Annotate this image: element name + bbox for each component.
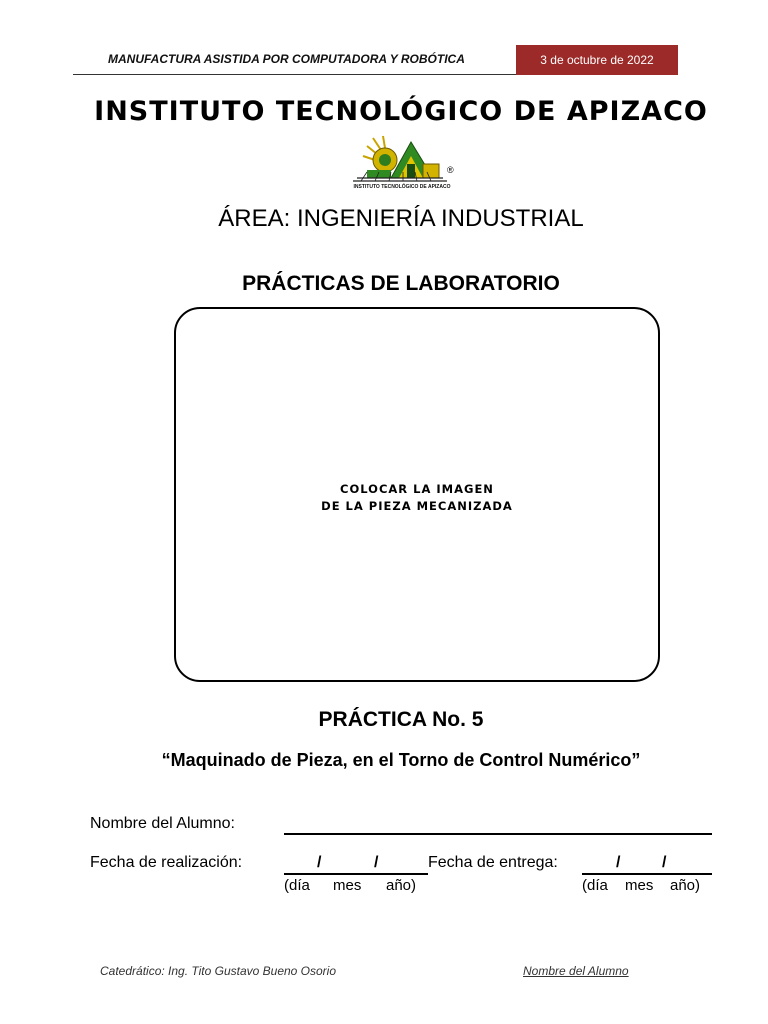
section-heading: PRÁCTICAS DE LABORATORIO [242,272,560,295]
document-date: 3 de octubre de 2022 [516,45,678,75]
delivery-hint-day: (día [582,877,608,894]
practice-number: PRÁCTICA No. 5 [318,708,484,731]
delivery-hint-year: año) [670,877,701,894]
realization-slash-2: / [374,854,379,871]
practice-title: “Maquinado de Pieza, en el Torno de Control Numérico” [161,750,641,770]
registered-mark: ® [447,165,454,175]
delivery-date-label: Fecha de entrega: [428,854,558,871]
realization-date-line[interactable] [284,873,428,875]
student-name-label: Nombre del Alumno: [90,815,235,832]
placeholder-line-1: COLOCAR LA IMAGEN [340,482,494,496]
realization-date-label: Fecha de realización: [90,854,243,871]
course-title: MANUFACTURA ASISTIDA POR COMPUTADORA Y ROBÓTICA [108,52,465,66]
student-signature-label: Nombre del Alumno [523,964,629,978]
area-heading: ÁREA: INGENIERÍA INDUSTRIAL [218,205,584,232]
realization-hint-month: mes [333,877,362,894]
realization-hint-year: año) [386,877,417,894]
delivery-slash-2: / [662,854,667,871]
delivery-hint-month: mes [625,877,654,894]
student-name-line[interactable] [284,833,712,835]
teacher-name: Catedrático: Ing. Tito Gustavo Bueno Osorio [100,964,337,978]
institute-name: INSTITUTO TECNOLÓGICO DE APIZACO [94,96,708,127]
delivery-date-line[interactable] [582,873,712,875]
realization-hint-day: (día [284,877,310,894]
header-divider [73,74,516,75]
delivery-slash-1: / [616,854,621,871]
logo-caption: INSTITUTO TECNOLÓGICO DE APIZACO [353,184,451,190]
realization-slash-1: / [317,854,322,871]
image-placeholder-text [174,481,660,515]
placeholder-line-2: DE LA PIEZA MECANIZADA [321,499,513,513]
